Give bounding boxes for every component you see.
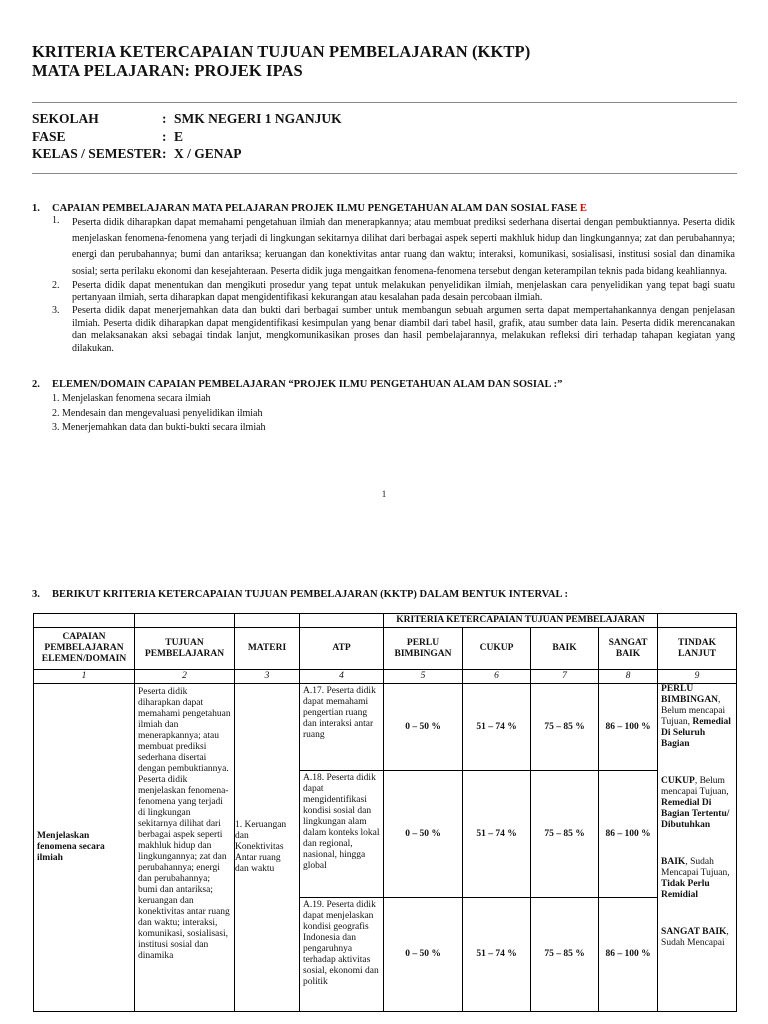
title-line-1: KRITERIA KETERCAPAIAN TUJUAN PEMBELAJARAN (KKTP) <box>32 42 531 61</box>
school-info <box>32 110 342 163</box>
header-sangat-baik: SANGAT BAIK <box>599 628 658 670</box>
list-item: 1. Menjelaskan fenomena secara ilmiah <box>52 393 211 404</box>
info-colon: : <box>162 111 167 126</box>
list-number: 1. <box>52 215 60 226</box>
list-text: Peserta didik diharapkan dapat memahami pengetahuan ilmiah dan menerapkannya; atau membuat prediksi sederhana disertai dengan pembuktiannya. Peserta didik menjelaskan fenomena-fenomena yang terjadi di lingkungan sekitarnya dilihat dari berbagai aspek seperti makhluk hidup dan lingkungannya; zat dan perubahannya; energi dan perubahannya; bumi dan antariksa; keruangan dan konektivitas antar ruang dan waktu; interaksi, komunikasi, sosialisasi, institusi sosial dan dinamika sosial; serta perilaku ekonomi dan kesejahteraan. Peserta didik juga mengaitkan fenomena-fenomena tersebut dengan keterampilan teknis pada bidang keahliannya. <box>72 217 735 277</box>
materi-cell: 1. Keruangan dan Konektivitas Antar ruang dan waktu <box>235 684 300 1012</box>
section-number: 3. <box>32 589 40 600</box>
page-number: 1 <box>381 489 387 499</box>
section-3-heading <box>32 589 568 600</box>
empty-cell <box>34 614 135 628</box>
info-colon: : <box>162 146 167 161</box>
criteria-group-header: KRITERIA KETERCAPAIAN TUJUAN PEMBELAJARAN <box>384 614 658 628</box>
tindak-sangat-baik <box>661 927 733 949</box>
tindak-baik <box>661 857 733 901</box>
tindak-label: SANGAT BAIK <box>661 927 727 937</box>
atp-cell: A.18. Peserta didik dapat mengidentifikasi kondisi sosial dan lingkungan alam dalam konteks lokal dan regional, nasional, hingga global <box>300 771 384 898</box>
header-perlu-bimbingan: PERLU BIMBINGAN <box>384 628 463 670</box>
tindak-text: , Sudah Mencapai <box>661 927 729 948</box>
index-cell: 4 <box>300 670 384 684</box>
empty-cell <box>658 614 737 628</box>
header-tp: TUJUAN PEMBELAJARAN <box>135 628 235 670</box>
perlu-value: 0 – 50 % <box>384 771 463 898</box>
index-cell: 8 <box>599 670 658 684</box>
tindak-action: Remedial Di Bagian Tertentu/ Dibutuhkan <box>661 798 730 830</box>
empty-cell <box>300 614 384 628</box>
section-1-title: CAPAIAN PEMBELAJARAN MATA PELAJARAN PROJEK ILMU PENGETAHUAN ALAM DAN SOSIAL FASE <box>52 203 578 214</box>
index-cell: 9 <box>658 670 737 684</box>
sangat-baik-value: 86 – 100 % <box>599 771 658 898</box>
section-2-heading <box>32 378 737 391</box>
info-row-fase <box>32 128 342 146</box>
tindak-label: PERLU BIMBINGAN <box>661 684 719 705</box>
tp-cell: Peserta didik diharapkan dapat memahami pengetahuan ilmiah dan menerapkannya; atau membuat prediksi sederhana disertai dengan pembuktiannya. Peserta didik menjelaskan fenomena-fenomena yang terjadi di lingkungan sekitarnya dilihat dari berbagai aspek seperti makhluk hidup dan lingkungannya; zat dan perubahannya; energi dan perubahannya; bumi dan antariksa; keruangan dan konektivitas antar ruang dan waktu; interaksi, komunikasi, sosialisasi, institusi sosial dan dinamika <box>135 684 235 1012</box>
table-index-row <box>34 670 737 684</box>
baik-value: 75 – 85 % <box>531 771 599 898</box>
header-materi: MATERI <box>235 628 300 670</box>
tindak-label: BAIK <box>661 857 686 867</box>
section-2 <box>32 378 737 436</box>
list-item: 2. Mendesain dan mengevaluasi penyelidikan ilmiah <box>52 407 263 419</box>
table-header-row <box>34 628 737 670</box>
document-title <box>32 42 530 80</box>
list-text: Peserta didik dapat menerjemahkan data dan bukti dari berbagai sumber untuk membangun sebuah argumen serta dapat mempertahankannya dengan penjelasan ilmiah. Peserta didik diharapkan dapat mengidentifikasi kesimpulan yang benar diambil dari tabel hasil, grafik, atau sumber data lain. Peserta didik merencanakan dan melaksanakan aksi sebagai tindak lanjut, mengkomunikasikan proses dan hasil pembelajarannya, melakukan refleksi diri terhadap tahapan kegiatan yang dilakukan. <box>72 305 735 354</box>
list-item <box>52 280 737 305</box>
cukup-value: 51 – 74 % <box>463 684 531 771</box>
info-value: SMK NEGERI 1 NGANJUK <box>174 111 342 126</box>
info-value: X / GENAP <box>174 146 242 161</box>
cukup-value: 51 – 74 % <box>463 898 531 1012</box>
list-item <box>52 305 737 355</box>
atp-cell: A.17. Peserta didik dapat memahami pengertian ruang dan interaksi antar ruang <box>300 684 384 771</box>
info-label: KELAS / SEMESTER <box>32 146 162 161</box>
list-item: 3. Menerjemahkan data dan bukti-bukti secara ilmiah <box>52 422 266 434</box>
cukup-value: 51 – 74 % <box>463 771 531 898</box>
tindak-cukup <box>661 776 733 831</box>
cp-cell: Menjelaskan fenomena secara ilmiah <box>34 684 135 1012</box>
title-line-2: MATA PELAJARAN: PROJEK IPAS <box>32 61 303 80</box>
table-group-header-row <box>34 614 737 628</box>
tindak-action: Tidak Perlu Remidial <box>661 879 710 900</box>
baik-value: 75 – 85 % <box>531 684 599 771</box>
index-cell: 7 <box>531 670 599 684</box>
perlu-value: 0 – 50 % <box>384 684 463 771</box>
fase-highlight: E <box>579 203 587 214</box>
list-text: Peserta didik dapat menentukan dan mengikuti prosedur yang tepat untuk melakukan penyelidikan ilmiah, menjelaskan cara penyelidikan yang tepat bagi suatu pertanyaan ilmiah, serta diharapkan dapat mengidentifikasi kekurangan atau kesalahan pada desain percobaan ilmiah. <box>72 279 735 304</box>
index-cell: 6 <box>463 670 531 684</box>
sangat-baik-value: 86 – 100 % <box>599 684 658 771</box>
perlu-value: 0 – 50 % <box>384 898 463 1012</box>
table-row <box>34 684 737 771</box>
cp-list <box>52 215 737 355</box>
info-label: FASE <box>32 128 66 144</box>
section-number: 1. <box>32 203 40 214</box>
tindak-text: , Belum mencapai Tujuan, <box>661 776 729 797</box>
header-tindak-lanjut: TINDAK LANJUT <box>658 628 737 670</box>
empty-cell <box>235 614 300 628</box>
section-2-title: ELEMEN/DOMAIN CAPAIAN PEMBELAJARAN “PROJEK ILMU PENGETAHUAN ALAM DAN SOSIAL :” <box>52 379 563 390</box>
info-divider <box>32 173 737 174</box>
header-cukup: CUKUP <box>463 628 531 670</box>
info-value: E <box>174 128 184 144</box>
atp-cell: A.19. Peserta didik dapat menjelaskan kondisi geografis Indonesia dan pengaruhnya terhadap aktivitas sosial, ekonomi dan politik <box>300 898 384 1012</box>
elemen-list <box>32 392 737 436</box>
section-number: 2. <box>32 379 40 390</box>
header-cp: CAPAIAN PEMBELAJARAN ELEMEN/DOMAIN <box>34 628 135 670</box>
tindak-text: , Sudah Mencapai Tujuan, <box>661 857 730 878</box>
index-cell: 5 <box>384 670 463 684</box>
header-baik: BAIK <box>531 628 599 670</box>
index-cell: 1 <box>34 670 135 684</box>
info-row-sekolah <box>32 110 342 128</box>
empty-cell <box>135 614 235 628</box>
info-label: SEKOLAH <box>32 111 99 126</box>
list-item <box>52 215 737 280</box>
index-cell: 2 <box>135 670 235 684</box>
tindak-perlu <box>661 684 733 750</box>
section-1 <box>32 202 737 355</box>
info-colon: : <box>162 128 167 144</box>
top-divider <box>32 102 737 103</box>
sangat-baik-value: 86 – 100 % <box>599 898 658 1012</box>
section-3-title: BERIKUT KRITERIA KETERCAPAIAN TUJUAN PEMBELAJARAN (KKTP) DALAM BENTUK INTERVAL : <box>52 589 569 600</box>
baik-value: 75 – 85 % <box>531 898 599 1012</box>
tindak-lanjut-cell <box>658 684 737 1012</box>
list-number: 2. <box>52 279 60 291</box>
index-cell: 3 <box>235 670 300 684</box>
header-atp: ATP <box>300 628 384 670</box>
kktp-table <box>33 613 737 1012</box>
section-1-heading <box>32 202 737 215</box>
tindak-action: Remedial Di Seluruh Bagian <box>661 717 731 749</box>
tindak-label: CUKUP <box>661 776 695 786</box>
tindak-text: , Belum mencapai Tujuan, <box>661 695 726 727</box>
info-row-kelas <box>32 145 342 163</box>
list-number: 3. <box>52 305 60 316</box>
